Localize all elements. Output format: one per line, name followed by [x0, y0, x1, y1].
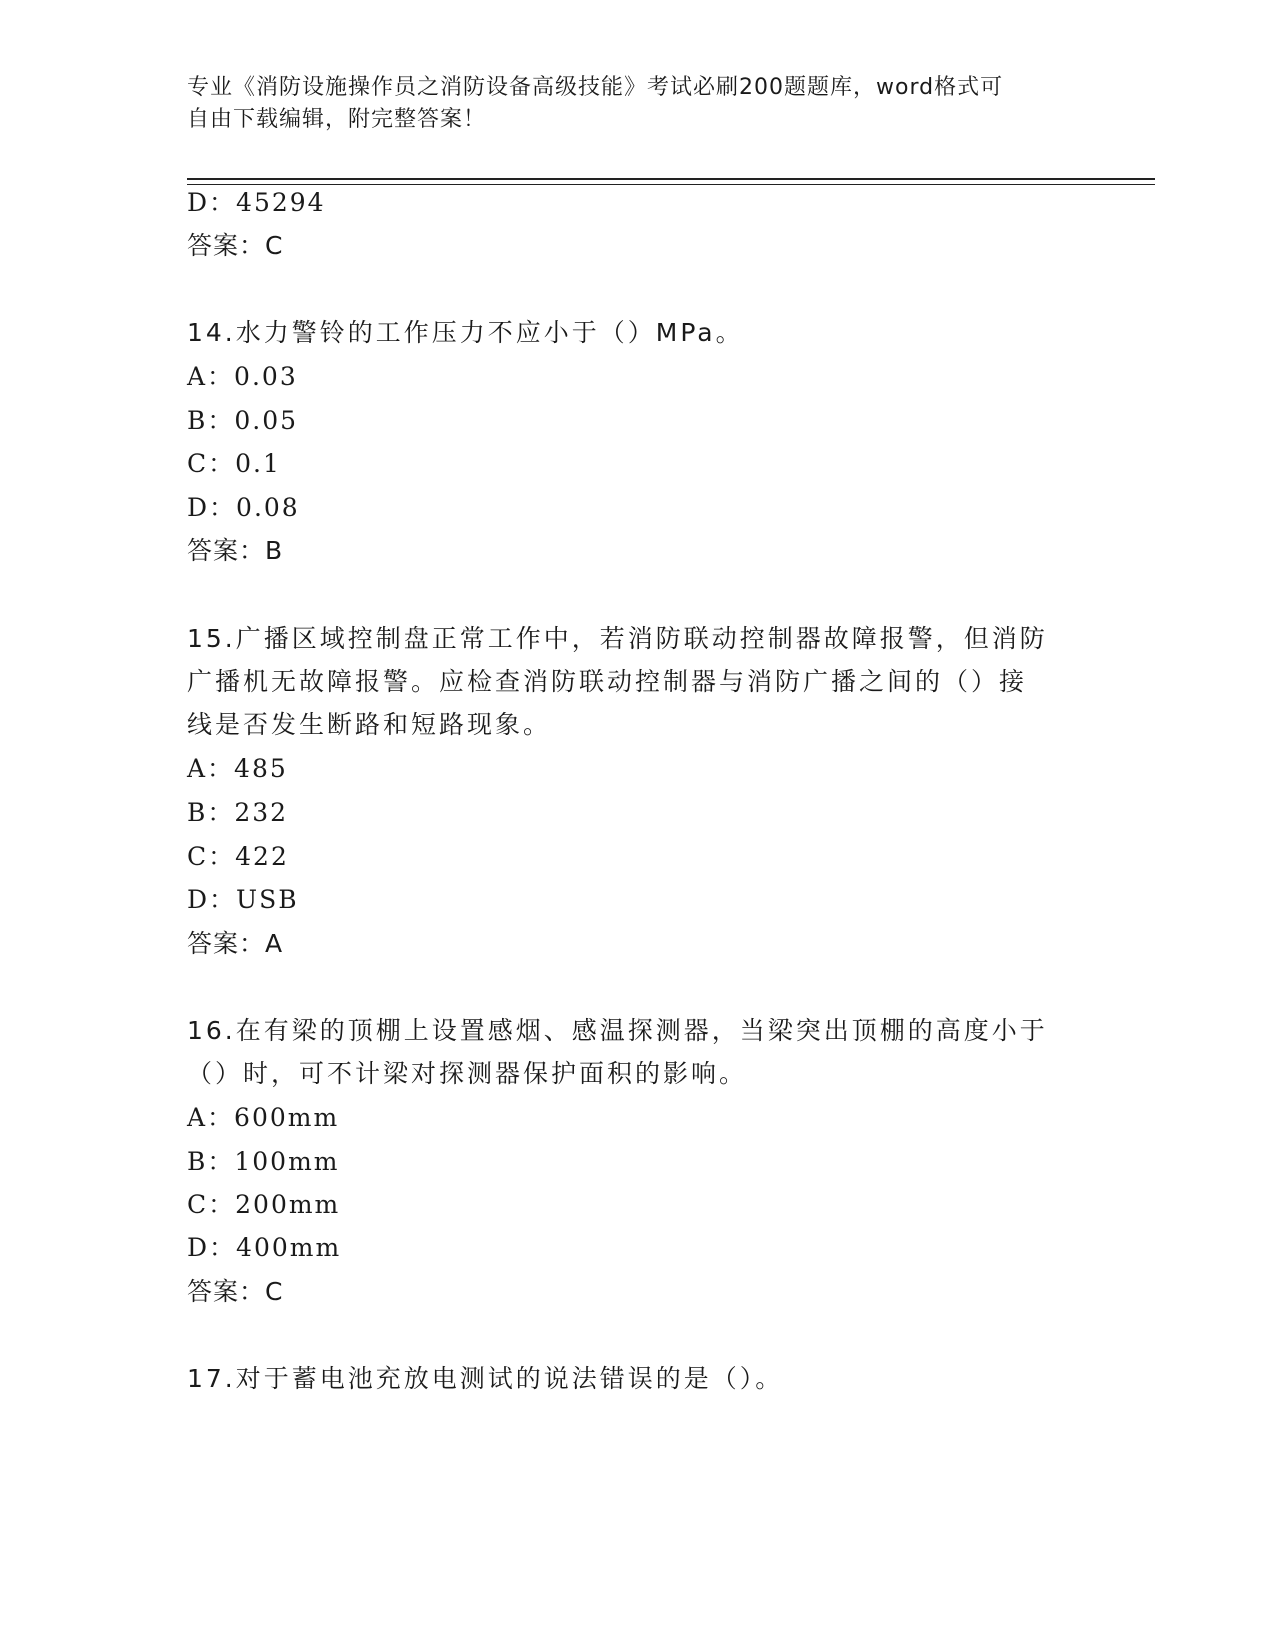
prev-answer: 答案：C — [187, 231, 284, 260]
header-divider-thick — [187, 178, 1155, 180]
q16-option-a: A：600mm — [187, 1103, 340, 1132]
q15-option-d: D：USB — [187, 885, 299, 914]
q16-text-line-2: （）时，可不计梁对探测器保护面积的影响。 — [187, 1059, 748, 1088]
header-line-1: 专业《消防设施操作员之消防设备高级技能》考试必刷200题题库，word格式可 — [187, 75, 1004, 100]
q16-option-b: B：100mm — [187, 1147, 340, 1176]
q15-option-c: C：422 — [187, 842, 289, 871]
q15-text-line-3: 线是否发生断路和短路现象。 — [187, 710, 552, 739]
q15-text-line-1: 15.广播区域控制盘正常工作中，若消防联动控制器故障报警，但消防 — [187, 624, 1048, 653]
prev-option-d: D：45294 — [187, 188, 326, 217]
q15-option-b: B：232 — [187, 798, 289, 827]
q14-answer: 答案：B — [187, 536, 284, 565]
q17-text: 17.对于蓄电池充放电测试的说法错误的是（）。 — [187, 1364, 784, 1393]
document-header — [187, 72, 1087, 136]
header-line-2: 自由下载编辑，附完整答案！ — [187, 107, 487, 132]
q16-answer: 答案：C — [187, 1277, 284, 1306]
q14-option-c: C：0.1 — [187, 449, 281, 478]
q16-option-c: C：200mm — [187, 1190, 341, 1219]
q14-option-d: D：0.08 — [187, 493, 300, 522]
q14-option-b: B：0.05 — [187, 406, 299, 435]
q15-text-line-2: 广播机无故障报警。应检查消防联动控制器与消防广播之间的（）接 — [187, 667, 1028, 696]
q16-text-line-1: 16.在有梁的顶棚上设置感烟、感温探测器，当梁突出顶棚的高度小于 — [187, 1016, 1048, 1045]
q14-text: 14.水力警铃的工作压力不应小于（）MPa。 — [187, 318, 744, 347]
header-divider-thin — [187, 184, 1155, 185]
q14-option-a: A：0.03 — [187, 362, 298, 391]
q15-option-a: A：485 — [187, 754, 288, 783]
q16-option-d: D：400mm — [187, 1233, 342, 1262]
q15-answer: 答案：A — [187, 929, 284, 958]
